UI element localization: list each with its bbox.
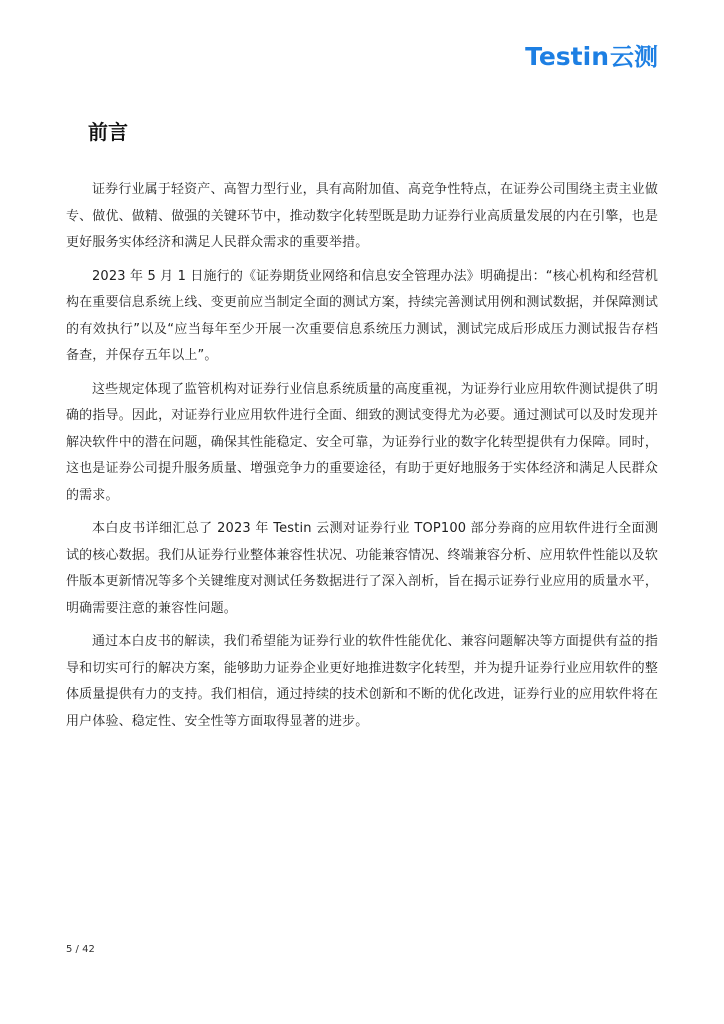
document-body [66, 177, 658, 742]
paragraph-3: 这些规定体现了监管机构对证券行业信息系统质量的高度重视，为证券行业应用软件测试提供了明确的指导。因此，对证券行业应用软件进行全面、细致的测试变得尤为必要。通过测试可以及时发现并解决软件中的潜在问题，确保其性能稳定、安全可靠，为证券行业的数字化转型提供有力保障。同时，这也是证券公司提升服务质量、增强竞争力的重要途径，有助于更好地服务于实体经济和满足人民群众的需求。 [66, 381, 658, 503]
logo-text: Testin [525, 42, 609, 71]
paragraph-1: 证券行业属于轻资产、高智力型行业，具有高附加值、高竞争性特点，在证券公司围绕主责主业做专、做优、做精、做强的关键环节中，推动数字化转型既是助力证券行业高质量发展的内在引擎，也是更好服务实体经济和满足人民群众需求的重要举措。 [66, 182, 658, 250]
paragraph-4: 本白皮书详细汇总了 2023 年 Testin 云测对证券行业 TOP100 部分券商的应用软件进行全面测试的核心数据。我们从证券行业整体兼容性状况、功能兼容情况、终端兼容分析、应用软件性能以及软件版本更新情况等多个关键维度对测试任务数据进行了深入剖析，旨在揭示证券行业应用的质量水平，明确需要注意的兼容性问题。 [66, 521, 658, 616]
page-heading: 前言 [88, 120, 128, 144]
logo-cn-text: 云测 [610, 43, 658, 71]
page-number: 5 / 42 [66, 944, 95, 955]
paragraph-2: 2023 年 5 月 1 日施行的《证券期货业网络和信息安全管理办法》明确提出：“核心机构和经营机构在重要信息系统上线、变更前应当制定全面的测试方案，持续完善测试用例和测试数据，并保障测试的有效执行”以及“应当每年至少开展一次重要信息系统压力测试，测试完成后形成压力测试报告存档备查，并保存五年以上”。 [66, 268, 658, 363]
paragraph-5: 通过本白皮书的解读，我们希望能为证券行业的软件性能优化、兼容问题解决等方面提供有益的指导和切实可行的解决方案，能够助力证券企业更好地推进数字化转型，并为提升证券行业应用软件的整体质量提供有力的支持。我们相信，通过持续的技术创新和不断的优化改进，证券行业的应用软件将在用户体验、稳定性、安全性等方面取得显著的进步。 [66, 634, 658, 729]
testin-logo [525, 44, 658, 69]
